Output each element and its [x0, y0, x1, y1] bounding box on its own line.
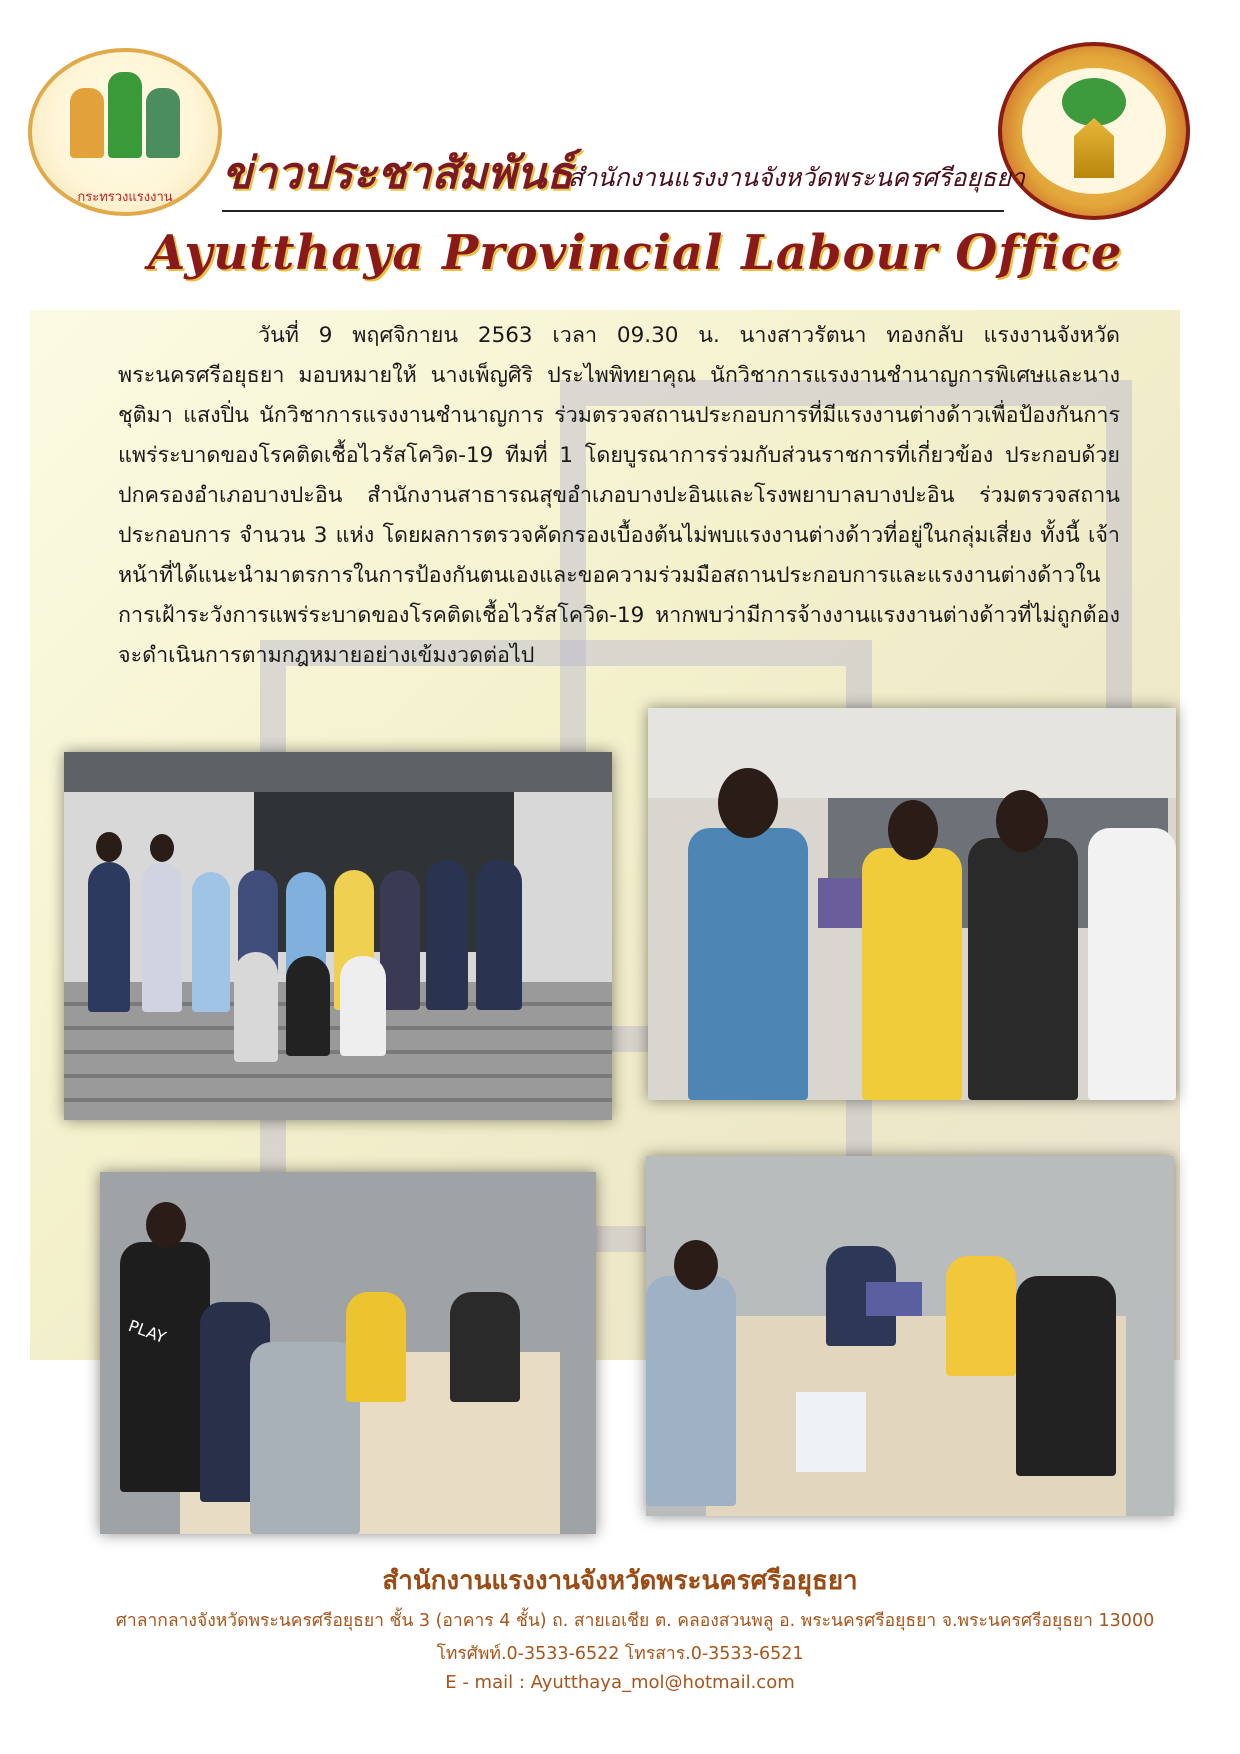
photo-office-leaflet: [648, 708, 1176, 1100]
shirt-text: PLAY: [125, 1316, 169, 1347]
photo-meeting-table-1: [100, 1172, 596, 1534]
footer-email: E - mail : Ayutthaya_mol@hotmail.com: [445, 1672, 795, 1693]
header-title-english: Ayutthaya Provincial Labour Office: [148, 225, 1123, 281]
news-paragraph: วันที่ 9 พฤศจิกายน 2563 เวลา 09.30 น. นางสาวรัตนา ทองกลับ แรงงานจังหวัดพระนครศรีอยุธยา มอบหมายให้ นางเพ็ญศิริ ประไพพิทยาคุณ นักวิชาการแรงงานชำนาญการพิเศษและนางชุติมา แสงปิ่น นักวิชาการแรงงานชำนาญการ ร่วมตรวจสถานประกอบการที่มีแรงงานต่างด้าวเพื่อป้องกันการแพร่ระบาดของโรคติดเชื้อไวรัสโควิด-19 ทีมที่ 1 โดยบูรณาการร่วมกับส่วนราชการที่เกี่ยวข้อง ประกอบด้วย ปกครองอำเภอบางปะอิน สำนักงานสาธารณสุขอำเภอบางปะอินและโรงพยาบาลบางปะอิน ร่วมตรวจสถานประกอบการ จำนวน 3 แห่ง โดยผลการตรวจคัดกรองเบื้องต้นไม่พบแรงงานต่างด้าวที่อยู่ในกลุ่มเสี่ยง ทั้งนี้ เจ้าหน้าที่ได้แนะนำมาตรการในการป้องกันตนเองและขอความร่วมมือสถานประกอบการและแรงงานต่างด้าวในการเฝ้าระวังการแพร่ระบาดของโรคติดเชื้อไวรัสโควิด-19 หากพบว่ามีการจ้างงานแรงงานต่างด้าวที่ไม่ถูกต้องจะดำเนินการตามกฎหมายอย่างเข้มงวดต่อไป: [118, 323, 1120, 668]
photo-meeting-table-2: [646, 1156, 1174, 1516]
footer-address: ศาลากลางจังหวัดพระนครศรีอยุธยา ชั้น 3 (อาคาร 4 ชั้น) ถ. สายเอเชีย ต. คลองสวนพลู อ. พระนครศรีอยุธยา จ.พระนครศรีอยุธยา 13000: [115, 1611, 1155, 1631]
header-title-thai: ข่าวประชาสัมพันธ์: [222, 148, 574, 199]
header-divider: [222, 210, 1004, 212]
header-subtitle-thai: สำนักงานแรงงานจังหวัดพระนครศรีอยุธยา: [568, 163, 1026, 192]
logo-left-text: กระทรวงแรงงาน: [77, 190, 173, 205]
ministry-of-labour-logo: [28, 48, 222, 216]
footer-office-name: สำนักงานแรงงานจังหวัดพระนครศรีอยุธยา: [382, 1566, 858, 1596]
photo-group-on-steps: [64, 752, 612, 1120]
ayutthaya-province-seal: [998, 42, 1190, 220]
footer-phone: โทรศัพท์.0-3533-6522 โทรสาร.0-3533-6521: [436, 1644, 804, 1664]
